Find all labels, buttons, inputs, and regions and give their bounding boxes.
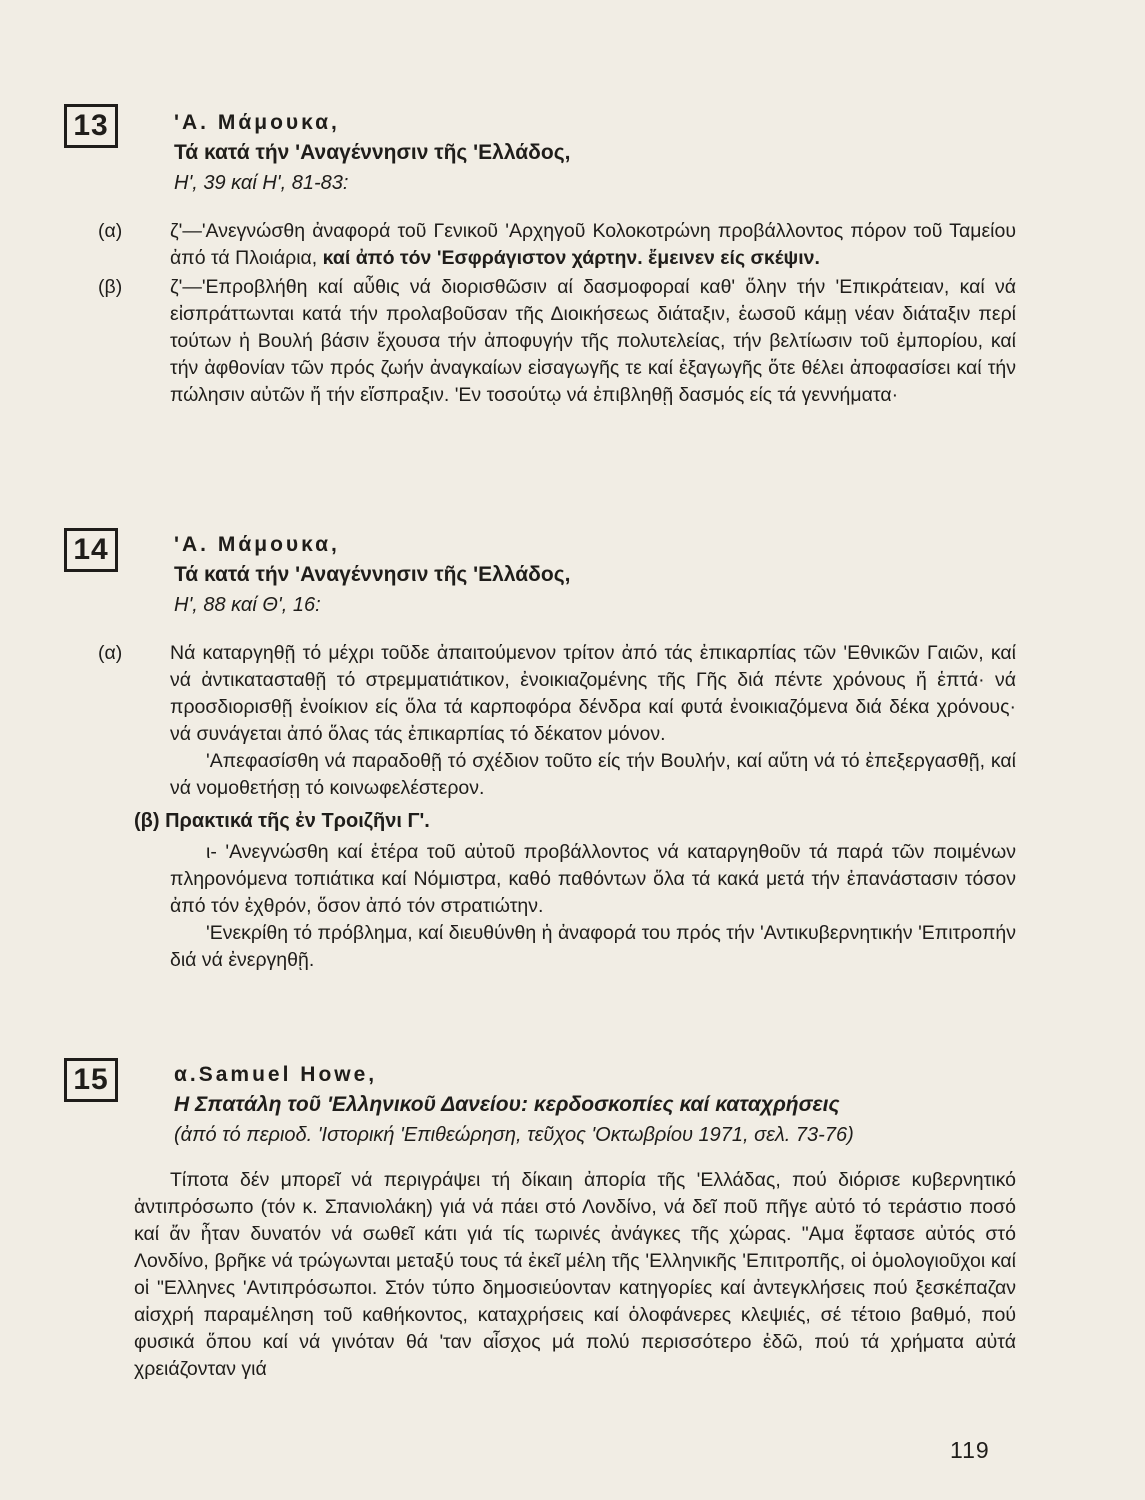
paragraph-b [98,274,1016,409]
entry-header [174,108,1054,198]
paragraph-label: (β) [98,276,123,298]
body-paragraph: Τίποτα δέν μπορεῖ νά περιγράψει τή δίκαιη ἀπορία τῆς 'Ελλάδας, πού διόρισε κυβερνητικό ἀντιπρόσωπο (τόν κ. Σπανιολάκη) γιά νά πάει στό Λονδίνο, νά δεῖ ποῦ πῆγε αὐτό τό τεράστιο ποσό καί ἄν ἦταν δυνατόν νά σωθεῖ κάτι γιά τίς τωρινές ἀνάγκες τῆς χώρας. "Αμα ἔφτασε αὐτός στό Λονδίνο, βρῆκε νά τρώγωνται μεταξύ τους τά ἐκεῖ μέλη τῆς 'Ελληνικῆς 'Επιτροπῆς, οἱ ὁμολογιοῦχοι καί οἱ "Ελληνες 'Αντιπρόσωποι. Στόν τύπο δημοσιεύονταν κατηγορίες καί ἀντεγκλήσεις πού ξεσκέπαζαν αἰσχρή παραμέληση τοῦ καθήκοντος, καταχρήσεις καί ὁλοφάνερες κλεψιές, σέ τέτοιο βαθμό, πού φυσικά ὅπου καί νά γινόταν θά 'ταν αἶσχος μά πολύ περισσότερο ἐδῶ, πού τά χρήματα αὐτά χρειάζονταν γιά [134,1169,1016,1380]
entry-author: 'Α. Μάμουκα, [174,533,340,556]
entry-author: 'Α. Μάμουκα, [174,111,340,134]
paragraph-a [98,640,1016,748]
paragraph-label: (α) [98,642,123,664]
paragraph-text: ζ'—'Ανεγνώσθη ἀναφορά τοῦ Γενικοῦ 'Αρχηγοῦ Κολοκοτρώνη προβάλλοντος πόρον τοῦ Ταμείου ἀπό τά Πλοιάρια, [170,220,1016,269]
entry-body [134,1167,1016,1383]
entry-header [174,1060,1054,1150]
page-number: 119 [950,1437,990,1463]
entry-reference: (ἀπό τό περιοδ. 'Ιστορική 'Επιθεώρηση, τεῦχος 'Οκτωβρίου 1971, σελ. 73-76) [174,1124,854,1146]
entry-reference: Η', 39 καί Η', 81-83: [174,172,349,194]
entry-title: Η Σπατάλη τοῦ 'Ελληνικοῦ Δανείου: κερδοσκοπίες καί καταχρήσεις [174,1093,840,1116]
entry-number-box: 15 [64,1058,118,1102]
entry-author: α.Samuel Howe, [174,1063,378,1086]
entry-number-box: 14 [64,528,118,572]
paragraph-a [98,218,1016,272]
entry-title: Τά κατά τήν 'Αναγέννησιν τῆς 'Ελλάδος, [174,563,571,586]
entry-title: Τά κατά τήν 'Αναγέννησιν τῆς 'Ελλάδος, [174,141,571,164]
paragraph-b-decision: 'Ενεκρίθη τό πρόβλημα, καί διευθύνθη ἡ ἀναφορά του πρός τήν 'Αντικυβερνητικήν 'Επιτροπήν διά νά ἐνεργηθῇ. [170,922,1016,971]
entry-body [98,640,1016,974]
entry-reference: Η', 88 καί Θ', 16: [174,594,321,616]
paragraph-b: ι- 'Ανεγνώσθη καί ἑτέρα τοῦ αὐτοῦ προβάλλοντος νά καταργηθοῦν τά παρά τῶν ποιμένων πληρονόμενα τοπιάτικα καί Νόμιστρα, καθό παθόντων ὅλα τά κακά μετά τήν ἐπανάστασιν τόσον ἀπό τόν ἐχθρόν, ὅσον ἀπό τόν στρατιώτην. [170,841,1016,917]
paragraph-label: (α) [98,220,123,242]
paragraph-text: ζ'—'Επροβλήθη καί αὖθις νά διορισθῶσιν αί δασμοφοραί καθ' ὅλην τήν 'Επικράτειαν, καί νά εἰσπράττωνται κατά τήν προλαβοῦσαν τῆς Διοικήσεως διάταξιν, ἑωσοῦ κάμῃ νέαν διάταξιν περί τούτων ἡ Βουλή βάσιν ἔχουσα τήν ἀποφυγήν τῆς πολυτελείας, τήν βελτίωσιν τοῦ ἐμπορίου, καί τήν ἀφθονίαν τῶν πρός ζωήν ἀναγκαίων εἰσαγωγῆς τε καί ἐξαγωγῆς ὅτε θέλει ἀποφασίσει καί τήν πώλησιν αὐτῶν ἤ τήν εἴσπραξιν. 'Εν τοσούτῳ νά ἐπιβληθῇ δασμός είς τά γεννήματα· [170,276,1016,406]
entry-number-box: 13 [64,104,118,148]
paragraph-b-heading: (β) Πρακτικά τῆς ἐν Τροιζῆνι Γ'. [134,810,430,832]
paragraph-a-decision: 'Απεφασίσθη νά παραδοθῇ τό σχέδιον τοῦτο είς τήν Βουλήν, καί αὕτη νά τό ἐπεξεργασθῇ, καί νά νομοθετήσῃ τό κοινωφελέστερον. [170,750,1016,799]
entry-body [98,218,1016,409]
entry-header [174,530,1054,620]
paragraph-text: Νά καταργηθῇ τό μέχρι τοῦδε ἀπαιτούμενον τρίτον ἀπό τάς ἐπικαρπίας τῶν 'Εθνικῶν Γαιῶν, καί νά ἀντικατασταθῇ τό στρεμματιάτικον, ἐνοικιαζομένης τῆς Γῆς διά πέντε χρόνους ἤ ἑπτά· νά προσδιορισθῇ ἐνοίκιον είς ὅλα τά καρποφόρα δένδρα καί φυτά ἐνοικιαζόμενα διά δέκα χρόνους· νά συνάγεται ἀπό ὅλας τάς ἐπικαρπίας τό δέκατον μόνον. [170,642,1016,745]
paragraph-bold-text: καί ἀπό τόν 'Εσφράγιστον χάρτην. ἔμεινεν είς σκέψιν. [322,247,820,269]
